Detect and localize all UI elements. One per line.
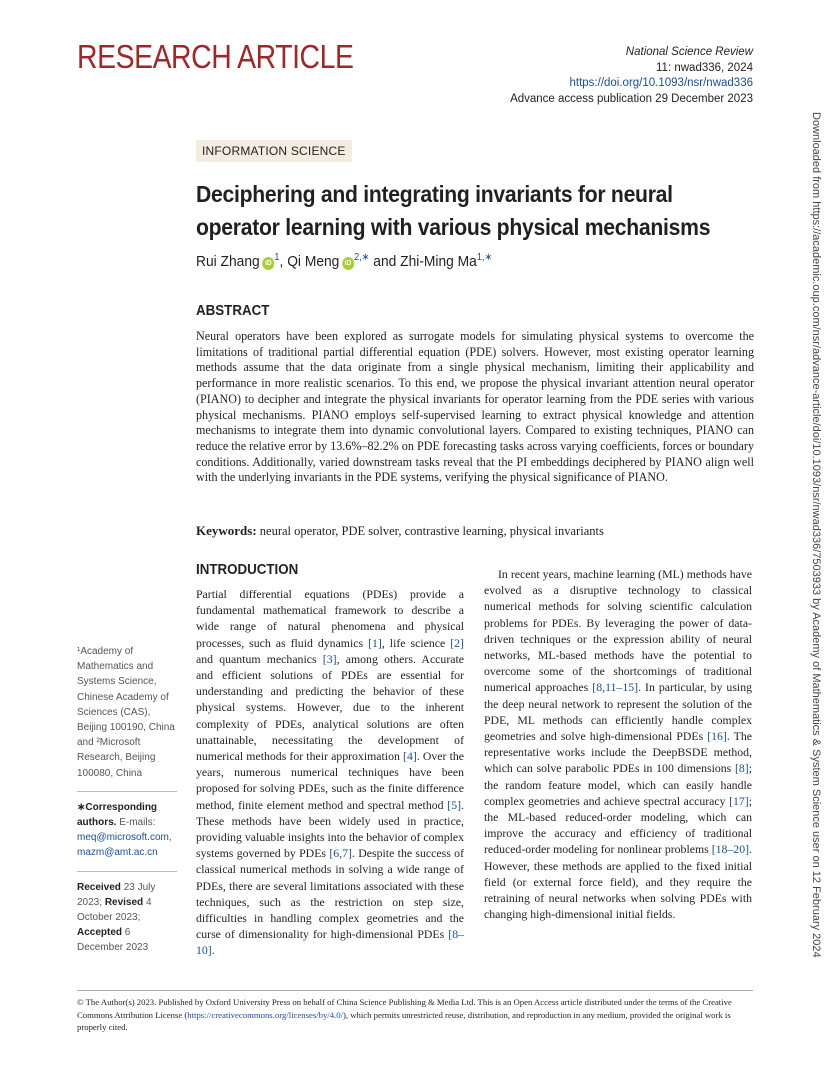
author-separator: and: [369, 253, 401, 270]
citation-link[interactable]: [4]: [403, 749, 417, 764]
citation-link[interactable]: [5]: [447, 797, 462, 812]
body-text: ; the random feature model, which can easily handle complex geometries and achieve spectral accuracy: [484, 761, 752, 808]
received-date: 23 July 2023;: [77, 881, 156, 908]
article-type-heading: RESEARCH ARTICLE: [77, 38, 354, 75]
author-affiliation-marker: 1,∗: [476, 252, 493, 263]
body-text: , among others. Accurate and efficient solutions of PDEs are essential for understanding and predicting the behavior of these physical systems. However, due to the inherent complexity of PDEs, analytical solutions are often unattainable, necessitating the development of numerical methods for their approximation: [196, 651, 464, 764]
journal-name: National Science Review: [625, 46, 753, 58]
download-watermark: Downloaded from https://academic.oup.com/nsr/advance-article/doi/10.1093/nsr/nwad336/7503933 by Academy of Mathematics & System Science user on 12 February 2024: [810, 112, 822, 958]
copyright-text: © The Author(s) 2023. Published by Oxford University Press on behalf of China Science Publishing & Media Ltd. This is an Open Access article distributed under the terms of the Creative Commons Attribution License (: [77, 997, 732, 1020]
author-separator: ,: [279, 253, 288, 270]
sidebar-divider: [77, 871, 177, 872]
accepted-date: 6 December 2023: [77, 927, 149, 954]
citation-link[interactable]: [2]: [450, 635, 464, 650]
corresponding-note: ∗Corresponding authors. E-mails: meq@microsoft.com, mazm@amt.ac.cn: [77, 801, 172, 859]
sidebar-divider: [77, 791, 177, 792]
introduction-column-2: [484, 566, 752, 922]
body-text: . Over the years, numerous numerical techniques have been proposed for solving PDEs, such as the finite difference method, finite element method and spectral method: [196, 749, 465, 812]
keywords-text: neural operator, PDE solver, contrastive learning, physical invariants: [256, 524, 604, 538]
email-link[interactable]: meq@microsoft.com: [77, 832, 169, 844]
abstract-heading: ABSTRACT: [196, 303, 270, 319]
body-text: . These methods have been widely used in practice, providing valuable insights into the behavior of complex systems governed by PDEs: [196, 797, 464, 861]
introduction-heading: INTRODUCTION: [196, 562, 299, 578]
citation-link[interactable]: [3]: [322, 651, 337, 666]
emails-label: E-mails:: [116, 817, 156, 829]
citation-link[interactable]: [18–20]: [711, 842, 750, 857]
body-text: ; the ML-based reduced-order modeling, which can improve the accuracy and efficiency of traditional reduced-order modeling for nonlinear problems: [484, 793, 752, 857]
author-list: [196, 252, 492, 270]
body-text: . Despite the success of classical numerical methods in solving a wide range of PDEs, there are several limitations associated with these techniques, such as the restriction on step size, difficulties in handling complex geometries and the curse of dimensionality for high-dimensional PDEs: [196, 846, 464, 942]
body-text: and quantum mechanics: [196, 651, 323, 666]
email-link[interactable]: mazm@amt.ac.cn: [77, 847, 158, 859]
journal-volume: 11: nwad336, 2024: [656, 61, 753, 74]
body-text: .: [211, 943, 215, 958]
revised-date: 4 October 2023;: [77, 896, 152, 924]
citation-link[interactable]: [8,11–15]: [592, 680, 639, 695]
citation-link[interactable]: [17]: [729, 793, 749, 808]
citation-link[interactable]: [1]: [368, 635, 382, 650]
body-text: . The representative works include the DeepBSDE method, which can solve parabolic PDEs in 100 dimensions: [484, 729, 752, 776]
body-text: Partial differential equations (PDEs) provide a fundamental mathematical framework to describe a wide range of natural phenomena and physical processes, such as fluid dynamics: [196, 587, 464, 650]
abstract-text: Neural operators have been explored as surrogate models for simulating physical systems to overcome the limitations of traditional partial differential equation (PDE) solvers. However, most existing operator learning methods assume that the data originate from a single physical mechanism, limiting their applicability and performance in more realistic scenarios. To this end, we propose the physical invariant attention neural operator (PIANO) to decipher and integrate the physical invariants for operator learning from the PDE series with various physical mechanisms. PIANO employs self-supervised learning to extract physical knowledge and attention mechanisms to integrate them into dynamic convolutional layers. Compared to existing techniques, PIANO can reduce the relative error by 13.6%–82.2% on PDE forecasting tasks across varying coefficients, forces or boundary conditions. Additionally, varied downstream tasks reveal that the PI embeddings deciphered by PIANO align well with the underlying invariants in the PDE systems, verifying the physical significance of PIANO.: [196, 329, 754, 485]
doi-link[interactable]: https://doi.org/10.1093/nsr/nwad336: [569, 77, 753, 89]
dates-note: [77, 880, 177, 956]
keywords: [196, 523, 756, 539]
author-name[interactable]: Zhi-Ming Ma: [400, 253, 477, 270]
footer-divider: [77, 990, 753, 991]
author-affiliation-marker: 2,∗: [354, 252, 370, 263]
accepted-label: Accepted: [77, 927, 123, 939]
body-text: In recent years, machine learning (ML) methods have evolved as a disruptive technology to classical numerical methods for solving scientific calculation problems for PDEs. By leveraging the power of data-driven techniques or the expression ability of neural networks, ML-based methods have the potential to overcome some of the shortcomings of traditional numerical approaches: [484, 567, 752, 695]
citation-link[interactable]: [8]: [734, 761, 749, 776]
author-affiliation-marker: 1: [274, 252, 280, 263]
corresponding-label: ∗Corresponding authors.: [77, 801, 158, 829]
access-note: Advance access publication 29 December 2023: [510, 92, 753, 105]
copyright-text: ), which permits unrestricted reuse, distribution, and reproduction in any medium, provided the original work is properly cited.: [77, 1009, 731, 1032]
affiliation-note: ¹Academy of Mathematics and Systems Science, Chinese Academy of Sciences (CAS), Beijing 100190, China and ²Microsoft Research, Beijing 100080, China: [77, 646, 175, 779]
section-tag: INFORMATION SCIENCE: [196, 140, 352, 162]
citation-link[interactable]: [8–10]: [196, 927, 464, 958]
copyright-footer: [77, 996, 753, 1034]
sidebar-notes: [77, 644, 177, 956]
body-text: , life science: [381, 635, 451, 650]
article-title: Deciphering and integrating invariants for neural operator learning with various physical mechanisms: [196, 181, 711, 240]
introduction-column-1: [196, 586, 464, 959]
orcid-icon[interactable]: iD: [342, 257, 354, 270]
orcid-icon[interactable]: iD: [262, 257, 274, 270]
license-link[interactable]: https://creativecommons.org/licenses/by/4.0/: [187, 1009, 343, 1020]
citation-link[interactable]: [6,7]: [329, 846, 352, 861]
revised-label: Revised: [104, 896, 144, 908]
journal-info: [510, 45, 753, 107]
citation-link[interactable]: [16]: [707, 729, 727, 744]
received-label: Received: [77, 881, 121, 893]
author-name[interactable]: Qi Meng: [287, 253, 340, 270]
body-text: . In particular, by using the deep neural network to represent the solution of the PDE, ML methods can efficiently handle complex geometries and solve high-dimensional PDEs: [484, 680, 753, 744]
keywords-label: Keywords:: [196, 523, 257, 538]
author-name[interactable]: Rui Zhang: [196, 253, 260, 270]
body-text: . However, these methods are applied to the fixed initial field (or external force field), and they require the retraining of neural networks when solving PDEs with changing high-dimensional initial fields.: [484, 842, 752, 922]
